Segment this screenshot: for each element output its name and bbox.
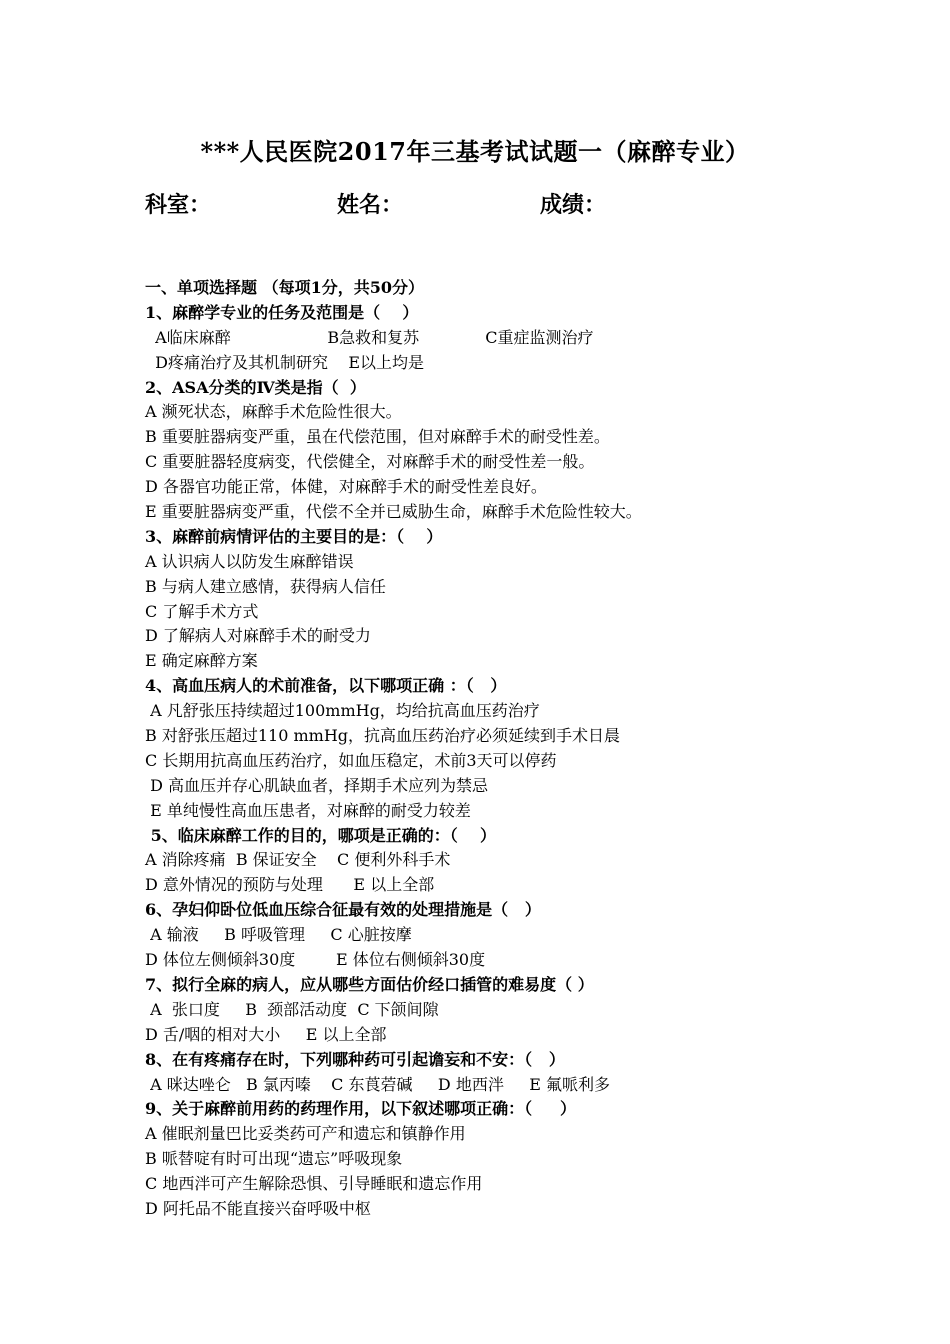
answer-options: B 重要脏器病变严重，虽在代偿范围，但对麻醉手术的耐受性差。 (145, 427, 610, 447)
answer-options: B 哌替啶有时可出现“遗忘”呼吸现象 (145, 1149, 403, 1169)
answer-options: D 舌/咽的相对大小 E 以上全部 (145, 1024, 387, 1044)
question-stem: 8、在有疼痛存在时，下列哪种药可引起谵妄和不安：（ ） (145, 1049, 565, 1069)
answer-options: D 意外情况的预防与处理 E 以上全部 (145, 875, 435, 895)
answer-options: A 催眠剂量巴比妥类药可产和遗忘和镇静作用 (145, 1124, 466, 1144)
question-stem: 7、拟行全麻的病人，应从哪些方面估价经口插管的难易度（ ） (145, 974, 594, 994)
answer-options: A 认识病人以防发生麻醉错误 (145, 551, 354, 571)
answer-options: C 长期用抗高血压药治疗，如血压稳定，术前3天可以停药 (145, 750, 557, 770)
answer-options: D 体位左侧倾斜30度 E 体位右侧倾斜30度 (145, 950, 486, 970)
answer-options: B 与病人建立感情，获得病人信任 (145, 576, 386, 596)
question-stem: 6、孕妇仰卧位低血压综合征最有效的处理措施是（ ） (145, 900, 541, 920)
answer-options: D 阿托品不能直接兴奋呼吸中枢 (145, 1198, 371, 1218)
name-label: 姓名： (337, 193, 404, 218)
answer-options: A 濒死状态，麻醉手术危险性很大。 (145, 402, 402, 422)
question-stem: 2、ASA分类的Ⅳ类是指（ ） (145, 377, 366, 397)
answer-options: C 重要脏器轻度病变，代偿健全，对麻醉手术的耐受性差一般。 (145, 452, 595, 472)
question-stem: 1、麻醉学专业的任务及范围是（ ） (145, 302, 419, 322)
answer-options: D 各器官功能正常，体健，对麻醉手术的耐受性差良好。 (145, 477, 547, 497)
answer-options: D 高血压并存心肌缺血者，择期手术应列为禁忌 (145, 775, 489, 795)
question-stem: 9、关于麻醉前用药的药理作用，以下叙述哪项正确：（ ） (145, 1099, 576, 1119)
answer-options: E 单纯慢性高血压患者，对麻醉的耐受力较差 (145, 800, 471, 820)
answer-options: C 地西泮可产生解除恐惧、引导睡眠和遗忘作用 (145, 1174, 483, 1194)
question-list (145, 276, 925, 1222)
question-stem: 4、高血压病人的术前准备，以下哪项正确 ：（ ） (145, 676, 507, 696)
question-stem: 5、临床麻醉工作的目的，哪项是正确的：（ ） (145, 825, 496, 845)
answer-options: D疼痛治疗及其机制研究 E以上均是 (145, 352, 425, 372)
department-label: 科室： (145, 193, 212, 218)
answer-options: E 确定麻醉方案 (145, 651, 258, 671)
score-label: 成绩： (540, 193, 607, 218)
answer-options: D 了解病人对麻醉手术的耐受力 (145, 626, 371, 646)
answer-options: A 张口度 B 颈部活动度 C 下颌间隙 (145, 999, 439, 1019)
answer-options: A临床麻醉 B急救和复苏 C重症监测治疗 (145, 327, 594, 347)
section-heading: 一、单项选择题 （每项1分，共50分） (145, 278, 424, 297)
answer-options: A 消除疼痛 B 保证安全 C 便利外科手术 (145, 850, 451, 870)
answer-options: B 对舒张压超过110 mmHg，抗高血压药治疗必须延续到手术日晨 (145, 726, 621, 746)
answer-options: A 输液 B 呼吸管理 C 心脏按摩 (145, 925, 412, 945)
answer-options: E 重要脏器病变严重，代偿不全并已威胁生命，麻醉手术危险性较大。 (145, 502, 642, 522)
answer-options: A 咪达唑仑 B 氯丙嗪 C 东莨菪碱 D 地西泮 E 氟哌利多 (145, 1074, 611, 1094)
question-stem: 3、麻醉前病情评估的主要目的是：（ ） (145, 526, 443, 546)
answer-options: A 凡舒张压持续超过100mmHg，均给抗高血压药治疗 (145, 701, 540, 721)
exam-title: ***人民医院2017年三基考试试题一（麻醉专业） (200, 137, 750, 166)
answer-options: C 了解手术方式 (145, 601, 259, 621)
question-lines (145, 301, 925, 1222)
